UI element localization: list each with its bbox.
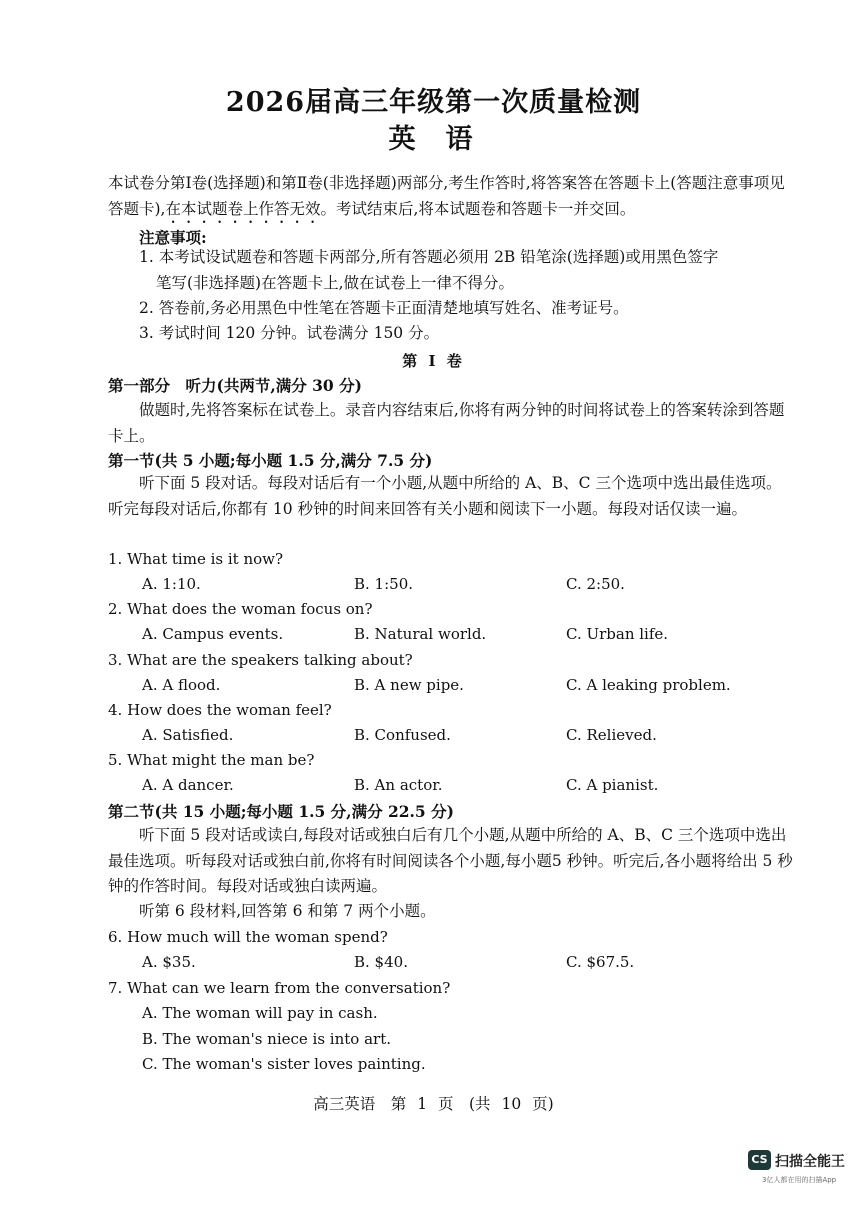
intro-emphasis: 在本试题卷上作答无效 — [165, 199, 321, 218]
part1-instructions: 做题时,先将答案标在试卷上。录音内容结束后,你将有两分钟的时间将试卷上的答案转涂到答题卡上。 — [108, 401, 785, 445]
volume-label: 第 I 卷 — [402, 352, 465, 370]
question-3-option-a: A. A flood. — [142, 676, 221, 694]
question-5-option-b: B. An actor. — [354, 776, 443, 794]
question-6-option-a: A. $35. — [142, 953, 196, 971]
question-1-option-a: A. 1:10. — [142, 575, 201, 593]
question-5-option-a: A. A dancer. — [142, 776, 234, 794]
question-6-stem: 6. How much will the woman spend? — [108, 928, 388, 946]
note-1-first-line: 1. 本考试设试题卷和答题卡两部分,所有答题必须用 2B 铅笔涂(选择题)或用黑色签字 — [139, 248, 719, 266]
question-4-option-a: A. Satisfied. — [142, 726, 234, 744]
question-4-option-c: C. Relieved. — [566, 726, 657, 744]
question-4-stem: 4. How does the woman feel? — [108, 701, 332, 719]
question-4-option-b: B. Confused. — [354, 726, 451, 744]
question-5-stem: 5. What might the man be? — [108, 751, 315, 769]
question-6-option-b: B. $40. — [354, 953, 408, 971]
question-2-option-a: A. Campus events. — [142, 625, 284, 643]
note-item-1 — [139, 245, 793, 296]
question-3-stem: 3. What are the speakers talking about? — [108, 651, 413, 669]
question-1-option-b: B. 1:50. — [354, 575, 414, 593]
question-2-option-b: B. Natural world. — [354, 625, 487, 643]
section2-heading: 第二节(共 15 小题;每小题 1.5 分,满分 22.5 分) — [108, 802, 454, 821]
section2-instructions: 听下面 5 段对话或读白,每段对话或独白后有几个小题,从题中所给的 A、B、C 三个选项中选出最佳选项。听每段对话或独白前,你将有时间阅读各个小题,每小题5 秒钟。听完后,各小题将给出 5 秒钟的作答时间。每段对话或独白读两遍。 — [108, 826, 793, 895]
watermark-name: 扫描全能王 — [775, 1154, 845, 1170]
intro-text-after: 。考试结束后,将本试题卷和答题卡一并交回。 — [320, 199, 636, 218]
note-item-3: 3. 考试时间 120 分钟。试卷满分 150 分。 — [139, 324, 440, 342]
camscanner-watermark — [748, 1150, 863, 1190]
subject-title: 英语 — [388, 124, 503, 155]
question-3-option-c: C. A leaking problem. — [566, 676, 731, 694]
section2-material: 听第 6 段材料,回答第 6 和第 7 两个小题。 — [139, 902, 436, 920]
question-3-option-b: B. A new pipe. — [354, 676, 464, 694]
question-5-option-c: C. A pianist. — [566, 776, 659, 794]
question-7-option-a: A. The woman will pay in cash. — [142, 1004, 378, 1022]
note-item-2: 2. 答卷前,务必用黑色中性笔在答题卡正面清楚地填写姓名、准考证号。 — [139, 299, 629, 317]
question-7-option-b: B. The woman's niece is into art. — [142, 1030, 391, 1048]
question-1-stem: 1. What time is it now? — [108, 550, 284, 568]
camscanner-logo-icon: CS — [748, 1150, 771, 1170]
section1-instructions: 听下面 5 段对话。每段对话后有一个小题,从题中所给的 A、B、C 三个选项中选出最佳选项。听完每段对话后,你都有 10 秒钟的时间来回答有关小题和阅读下一小题。每段对话仅读一遍。 — [108, 474, 782, 518]
question-6-option-c: C. $67.5. — [566, 953, 635, 971]
part1-heading: 第一部分 听力(共两节,满分 30 分) — [108, 376, 362, 395]
intro-paragraph — [108, 171, 793, 227]
question-7-option-c: C. The woman's sister loves painting. — [142, 1055, 426, 1073]
exam-title: 2026届高三年级第一次质量检测 — [225, 87, 642, 118]
notes-title: 注意事项: — [139, 228, 207, 247]
question-7-stem: 7. What can we learn from the conversation? — [108, 979, 451, 997]
question-1-option-c: C. 2:50. — [566, 575, 625, 593]
intro-text-before: 本试卷分第Ⅰ卷(选择题)和第Ⅱ卷(非选择题)两部分,考生作答时,将答案答在答题卡上(答题注意事项见答题卡), — [108, 174, 785, 218]
section1-heading: 第一节(共 5 小题;每小题 1.5 分,满分 7.5 分) — [108, 451, 433, 470]
watermark-tagline: 3亿人都在用的扫描App — [762, 1176, 837, 1184]
question-2-option-c: C. Urban life. — [566, 625, 669, 643]
note-1-continuation: 笔写(非选择题)在答题卡上,做在试卷上一律不得分。 — [156, 273, 515, 292]
question-2-stem: 2. What does the woman focus on? — [108, 600, 373, 618]
page-footer: 高三英语 第 1 页 (共 10 页) — [313, 1095, 554, 1113]
